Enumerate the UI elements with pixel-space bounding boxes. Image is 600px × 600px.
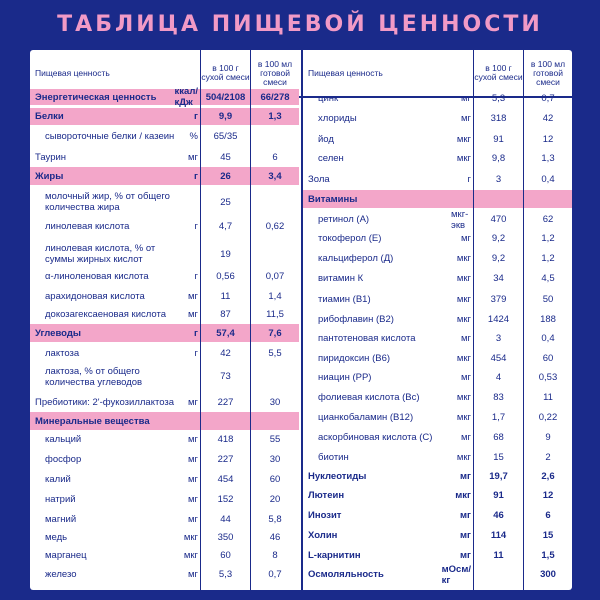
value-dry: 42 [220, 347, 231, 359]
value-ready: 62 [542, 214, 554, 225]
table-row [303, 526, 572, 545]
value-ready: 11,5 [266, 309, 284, 320]
value-ready: 0,07 [265, 270, 285, 282]
value-dry: 19,7 [489, 471, 508, 482]
value-ready: 1,2 [541, 253, 555, 264]
nutrient-name: лактоза, % от общего количества углеводов [45, 365, 143, 388]
value-ready: 0,4 [541, 333, 555, 344]
nutrient-unit: мкг [456, 152, 471, 164]
nutrient-unit: мкг [456, 314, 471, 325]
value-ready: 3,4 [268, 170, 282, 182]
nutrient-unit: мг [188, 434, 198, 445]
table-row [303, 310, 572, 329]
value-dry: 379 [490, 294, 507, 305]
value-dry: 34 [493, 273, 504, 284]
value-ready: 9 [545, 432, 551, 443]
nutrient-name: фосфор [45, 454, 82, 465]
value-dry: 9,2 [491, 233, 506, 244]
nutrient-unit [178, 363, 201, 390]
value-ready: 60 [542, 353, 554, 364]
table-row [30, 188, 299, 216]
value-ready: 6 [545, 510, 551, 521]
nutrient-name: Холин [308, 530, 338, 541]
nutrient-name: пиридоксин (В6) [318, 353, 391, 364]
nutrient-name: хлориды [318, 112, 357, 124]
nutrient-name: селен [318, 152, 344, 164]
value-ready: 0,53 [538, 372, 558, 383]
nutrient-unit: г [194, 170, 198, 182]
column-divider [473, 50, 474, 590]
table-row [30, 546, 299, 565]
value-dry: 504/2108 [205, 91, 246, 103]
nutrient-unit: мкг [456, 452, 471, 463]
column-divider [200, 50, 201, 590]
section-row [30, 412, 299, 430]
table-row [30, 565, 299, 584]
nutrient-unit: мг [461, 432, 471, 443]
value-dry: 454 [490, 353, 507, 364]
nutrient-unit: г [194, 327, 198, 339]
nutrient-unit: мкг [455, 490, 471, 501]
section-row [30, 86, 299, 108]
nutrient-name: молочный жир, % от общего количества жира [45, 191, 170, 213]
value-dry: 114 [490, 530, 507, 541]
table-row [303, 210, 572, 229]
value-ready: 5,5 [268, 347, 282, 359]
nutrient-unit: мг [461, 233, 471, 244]
value-ready: 12 [542, 133, 554, 145]
header-ready: в 100 мл готовой смеси [530, 58, 566, 87]
value-dry: 91 [493, 133, 504, 145]
table-row [30, 148, 299, 166]
value-ready: 0,7 [268, 569, 282, 580]
value-dry: 9,8 [491, 152, 506, 164]
nutrient-unit: мкг [183, 550, 198, 561]
nutrient-unit: мкг [456, 133, 471, 145]
nutrient-unit: мкг [456, 353, 471, 364]
value-ready: 8 [272, 550, 278, 561]
nutrient-name: ниацин (РР) [318, 372, 372, 383]
table-row [30, 128, 299, 144]
value-dry: 4 [495, 372, 502, 383]
value-dry: 19 [220, 248, 231, 260]
value-ready: 1,3 [541, 152, 555, 164]
value-ready: 55 [269, 434, 281, 445]
nutrient-name: пантотеновая кислота [318, 333, 416, 344]
value-ready: 1,4 [268, 290, 282, 302]
nutrient-unit [451, 190, 474, 208]
nutrient-unit: мг [188, 151, 198, 163]
value-ready: 7,6 [268, 327, 282, 339]
nutrient-unit [178, 188, 201, 216]
value-dry: 57,4 [216, 327, 235, 339]
value-dry: 227 [217, 396, 234, 408]
table-row [303, 467, 572, 486]
nutrient-unit: г [194, 111, 198, 122]
value-dry: 11 [220, 290, 231, 302]
value-ready: 2,6 [541, 471, 555, 482]
nutrient-name: йод [318, 133, 334, 145]
nutrient-unit: ккал/кДж [174, 86, 198, 108]
value-ready: 50 [542, 294, 554, 305]
nutrient-name: натрий [45, 494, 76, 505]
header-dry: в 100 г сухой смеси [201, 63, 250, 82]
value-dry: 73 [220, 371, 231, 382]
value-dry: 65/35 [213, 130, 238, 142]
value-dry: 4,7 [218, 220, 233, 232]
value-dry: 25 [220, 196, 231, 208]
nutrient-name: биотин [318, 452, 349, 463]
value-ready: 0,4 [541, 173, 555, 185]
table-row [303, 249, 572, 268]
section-row [303, 190, 572, 208]
value-dry: 470 [490, 214, 507, 225]
nutrient-name: железо [45, 569, 77, 580]
table-row [303, 89, 572, 107]
table-row [303, 388, 572, 407]
nutrient-unit: мг [461, 372, 471, 383]
value-dry: 11 [493, 550, 504, 561]
nutrient-unit: мкг [456, 273, 471, 284]
nutrient-unit: мг [460, 510, 471, 521]
nutrient-unit: мкг [183, 532, 198, 543]
value-ready: 1,3 [268, 111, 282, 122]
nutrient-name: арахидоновая кислота [45, 290, 145, 302]
value-dry [474, 190, 523, 208]
table-row [303, 368, 572, 387]
table-row [30, 306, 299, 323]
value-ready: 6 [272, 151, 278, 163]
nutrient-name: Лютеин [308, 490, 345, 501]
nutrient-unit: мг [460, 550, 471, 561]
value-ready: 12 [542, 490, 554, 501]
value-dry: 44 [220, 514, 231, 525]
nutrient-name: Пребиотики: 2'-фукозиллактоза [35, 396, 175, 408]
nutrient-unit: мг [460, 471, 471, 482]
value-dry: 152 [217, 494, 234, 505]
table-row [30, 490, 299, 509]
value-dry: 68 [493, 432, 504, 443]
value-ready: 46 [269, 532, 281, 543]
value-ready [251, 363, 299, 390]
value-ready: 60 [269, 474, 281, 485]
value-ready [251, 412, 299, 430]
nutrient-unit: мг [188, 474, 198, 485]
nutrient-unit: мг [461, 333, 471, 344]
nutrient-unit: мг [188, 569, 198, 580]
nutrient-name: аскорбиновая кислота (С) [318, 432, 433, 443]
section-row [30, 167, 299, 185]
table-row [30, 393, 299, 411]
nutrient-name: токоферол (Е) [318, 233, 382, 244]
nutrient-name: Энергетическая ценность [35, 91, 157, 103]
nutrition-table [30, 50, 572, 590]
nutrient-name: лактоза [45, 347, 80, 359]
nutrient-unit [178, 412, 201, 430]
table-row [303, 448, 572, 467]
value-ready: 42 [542, 112, 554, 124]
value-dry: 1,7 [491, 412, 506, 423]
nutrient-unit: мг [188, 454, 198, 465]
value-dry: 9,9 [218, 111, 233, 122]
nutrient-unit: г [194, 270, 198, 282]
nutrient-unit: г [467, 173, 471, 185]
nutrition-table-left [30, 50, 301, 590]
nutrient-name: магний [45, 514, 77, 525]
nutrient-unit: мкг [456, 412, 471, 423]
table-row [303, 109, 572, 127]
table-row [303, 486, 572, 505]
value-dry [474, 565, 523, 584]
table-row [303, 290, 572, 309]
value-dry [201, 412, 250, 430]
value-dry: 46 [493, 510, 504, 521]
nutrient-unit: г [194, 220, 198, 232]
nutrient-name: Осмоляльность [308, 569, 384, 580]
table-row [303, 408, 572, 427]
value-dry: 26 [220, 170, 231, 182]
value-dry: 3 [495, 333, 502, 344]
nutrient-name: линолевая кислота, % от суммы жирных кислот [45, 243, 156, 265]
table-row [303, 565, 572, 584]
value-dry: 15 [493, 452, 504, 463]
table-row [303, 170, 572, 188]
nutrient-unit: мкг-экв [451, 208, 469, 231]
table-row [30, 267, 299, 285]
nutrient-name: ретинол (А) [318, 214, 370, 225]
nutrient-name: Углеводы [35, 327, 81, 339]
value-ready: 20 [269, 494, 281, 505]
nutrient-name: Белки [35, 111, 64, 122]
value-dry: 3 [495, 173, 502, 185]
nutrient-unit: г [194, 347, 198, 359]
value-ready: 4,5 [541, 273, 555, 284]
value-dry: 5,3 [218, 569, 233, 580]
value-ready: 66/278 [260, 91, 290, 103]
table-row [303, 546, 572, 565]
value-ready: 2 [545, 452, 551, 463]
table-row [30, 240, 299, 268]
table-row [303, 229, 572, 248]
table-row [30, 430, 299, 449]
value-dry: 418 [217, 434, 234, 445]
nutrient-name: Таурин [35, 151, 67, 163]
table-row [303, 149, 572, 167]
header-ready: в 100 мл готовой смеси [257, 58, 293, 87]
nutrient-name: цианкобаламин (В12) [318, 412, 414, 423]
header-dry: в 100 г сухой смеси [474, 63, 523, 82]
header-name: Пищевая ценность [35, 67, 110, 78]
nutrient-name: Минеральные вещества [35, 415, 150, 427]
value-ready [251, 188, 299, 216]
value-ready: 0,62 [265, 220, 285, 232]
value-ready: 0,7 [541, 92, 555, 104]
value-ready: 300 [540, 569, 556, 580]
table-row [303, 506, 572, 525]
nutrient-name: Нуклеотиды [308, 471, 367, 482]
nutrient-name: сывороточные белки / казеин [45, 130, 175, 142]
value-dry: 45 [220, 151, 231, 163]
table-row [303, 349, 572, 368]
section-row [30, 324, 299, 342]
value-dry: 87 [220, 309, 231, 320]
nutrient-name: марганец [45, 550, 87, 561]
header-name: Пищевая ценность [308, 67, 383, 78]
value-ready: 0,22 [538, 412, 558, 423]
nutrient-unit: мг [460, 530, 471, 541]
value-ready: 30 [269, 396, 281, 408]
table-row [30, 528, 299, 547]
nutrient-unit: мкг [456, 392, 471, 403]
table-row [30, 470, 299, 489]
value-ready: 5,8 [268, 514, 282, 525]
nutrient-name: фолиевая кислота (Вс) [318, 392, 420, 403]
nutrient-name: Жиры [35, 170, 64, 182]
table-row [30, 450, 299, 469]
table-row [30, 344, 299, 362]
value-dry: 5,3 [491, 92, 506, 104]
nutrient-unit: мкг [456, 253, 471, 264]
nutrient-name: рибофлавин (В2) [318, 314, 394, 325]
value-dry: 1424 [487, 314, 510, 325]
table-row [30, 287, 299, 305]
nutrient-unit: % [189, 130, 198, 142]
table-row [30, 510, 299, 529]
page-title: ТАБЛИЦА ПИЩЕВОЙ ЦЕННОСТИ [57, 12, 543, 37]
nutrition-table-right [301, 50, 572, 590]
nutrient-unit: мг [188, 396, 198, 408]
nutrient-name: Витамины [308, 193, 358, 205]
value-dry: 454 [217, 474, 234, 485]
nutrient-name: тиамин (В1) [318, 294, 371, 305]
value-dry: 91 [493, 490, 504, 501]
value-dry: 350 [217, 532, 234, 543]
nutrient-unit: мг [461, 112, 471, 124]
table-row [303, 269, 572, 288]
nutrient-name: калий [45, 474, 71, 485]
nutrient-name: α-линоленовая кислота [45, 270, 149, 282]
value-dry: 227 [217, 454, 234, 465]
value-dry: 0,56 [216, 270, 235, 282]
value-dry: 318 [490, 112, 507, 124]
table-row [303, 428, 572, 447]
nutrient-unit: мг [188, 309, 198, 320]
table-row [303, 329, 572, 348]
value-ready [251, 240, 299, 268]
value-ready: 188 [540, 314, 556, 325]
nutrient-name: L-карнитин [308, 550, 361, 561]
value-dry: 9,2 [491, 253, 506, 264]
column-divider [523, 50, 524, 590]
value-dry: 83 [493, 392, 504, 403]
table-row [30, 363, 299, 390]
value-ready: 30 [269, 454, 281, 465]
nutrient-name: линолевая кислота [45, 220, 130, 232]
nutrient-name: кальциферол (Д) [318, 253, 394, 264]
value-ready: 1,5 [541, 550, 555, 561]
nutrient-name: Инозит [308, 510, 342, 521]
value-ready: 15 [542, 530, 554, 541]
nutrient-name: Зола [308, 173, 330, 185]
nutrient-name: докозагексаеновая кислота [45, 309, 167, 320]
nutrient-unit: мг [188, 290, 198, 302]
nutrient-unit: мг [188, 514, 198, 525]
table-row [303, 130, 572, 148]
table-row [30, 217, 299, 235]
value-ready: 11 [543, 392, 553, 403]
nutrient-unit: мг [188, 494, 198, 505]
nutrient-unit [178, 240, 201, 268]
column-divider [250, 50, 251, 590]
nutrient-unit: мОсм/кг [441, 563, 471, 586]
value-ready [251, 128, 299, 144]
nutrient-name: цинк [318, 92, 339, 104]
value-dry: 60 [220, 550, 231, 561]
nutrient-name: витамин К [318, 273, 364, 284]
nutrient-name: кальций [45, 434, 82, 445]
nutrient-unit: мг [461, 92, 471, 104]
nutrient-name: медь [45, 532, 68, 543]
section-row [30, 108, 299, 125]
value-ready [524, 190, 572, 208]
nutrient-unit: мкг [456, 294, 471, 305]
value-ready: 1,2 [541, 233, 555, 244]
